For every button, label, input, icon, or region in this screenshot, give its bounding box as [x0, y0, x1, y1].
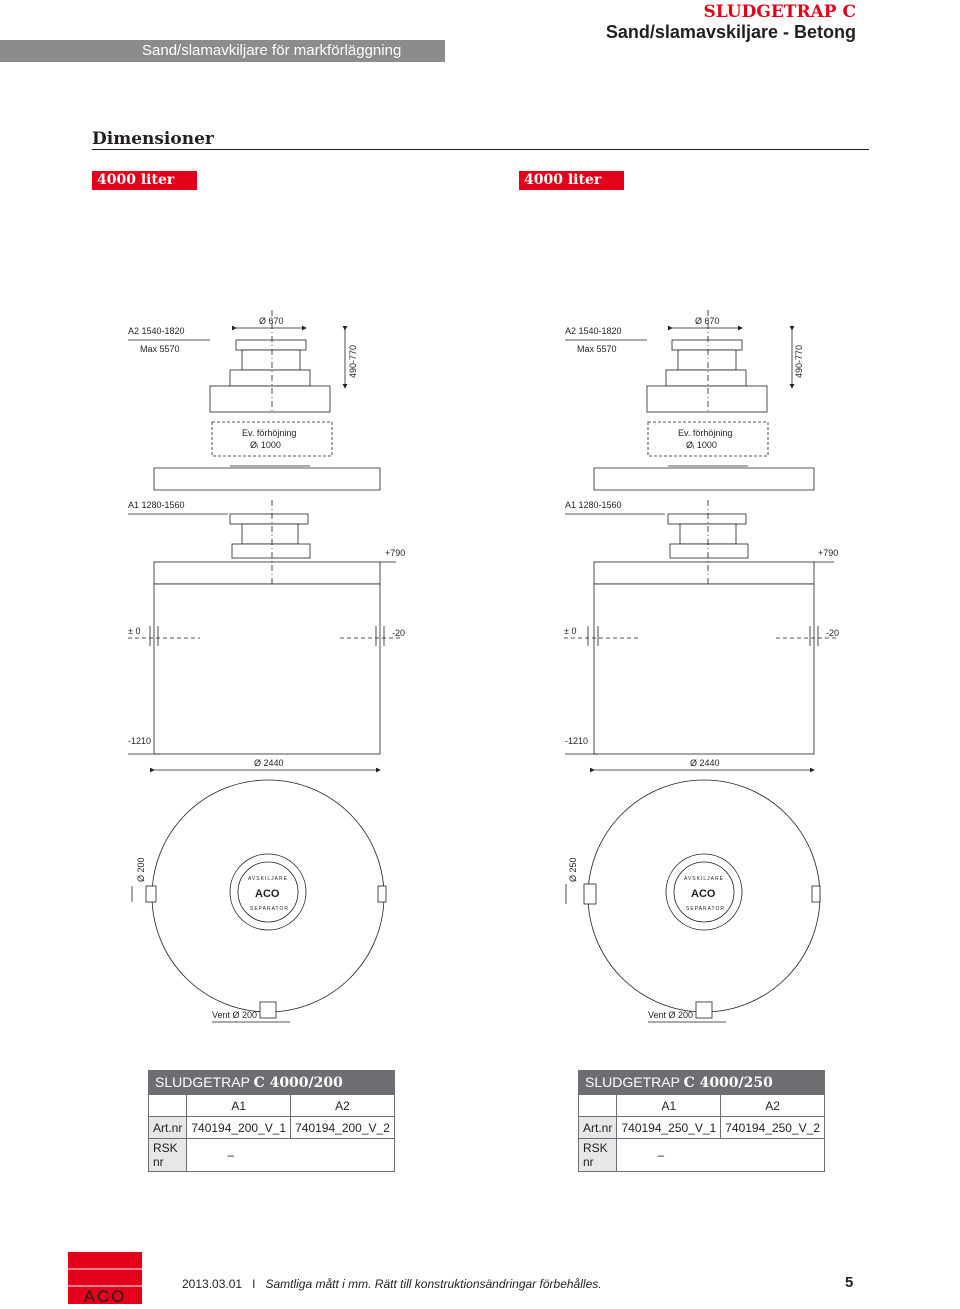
document-title: Sand/slamavskiljare - Betong: [605, 22, 856, 42]
volume-label-right: 4000 liter: [519, 171, 624, 190]
table-row: [579, 1139, 825, 1172]
lid-ring-top: AVSKILJARE: [684, 876, 724, 882]
row-label-art: Art.nr: [149, 1117, 187, 1139]
volume-label-left: 4000 liter: [92, 171, 197, 190]
spec-table-right: [578, 1070, 825, 1172]
height-label: 490-770: [794, 344, 804, 378]
col-a1: A1: [617, 1095, 721, 1117]
aco-logo: [68, 1252, 142, 1304]
tank-roof: [594, 562, 814, 584]
art-a2: 740194_250_V_2: [721, 1117, 825, 1139]
lid-ring-top: AVSKILJARE: [248, 876, 288, 882]
max-label: Max 5570: [577, 344, 617, 354]
lid-ring-bottom: SEPARATOR: [250, 906, 290, 912]
empty-cell: [149, 1095, 187, 1117]
level-bottom: -1210: [565, 736, 589, 746]
art-a1: 740194_250_V_1: [617, 1117, 721, 1139]
drawing-left: [128, 310, 405, 1022]
cover-diameter: Ø 670: [259, 316, 284, 326]
drawing-right: [564, 310, 839, 1022]
pipe-diameter: Ø 200: [136, 857, 146, 882]
table-title-prefix: SLUDGETRAP: [155, 1074, 250, 1090]
row-label-art: Art.nr: [579, 1117, 617, 1139]
tank-diameter: Ø 2440: [254, 758, 284, 768]
table-title: [149, 1071, 395, 1095]
level-zero: ± 0: [128, 626, 141, 636]
page-number: 5: [845, 1274, 854, 1291]
level-top: +790: [818, 548, 839, 558]
ext-label-1: Ev. förhöjning: [242, 428, 297, 438]
section-divider: [92, 149, 869, 150]
row-label-rsk: RSK nr: [579, 1139, 617, 1172]
a1-label: A1 1280-1560: [128, 500, 185, 510]
rsk-value: –: [617, 1139, 825, 1172]
footer-date: 2013.03.01: [182, 1277, 243, 1291]
level-bottom: -1210: [128, 736, 152, 746]
table-row: [579, 1117, 825, 1139]
level-top: +790: [385, 548, 406, 558]
a1-label: A1 1280-1560: [565, 500, 622, 510]
lid-logo: ACO: [691, 888, 716, 900]
tank-roof: [154, 562, 380, 584]
rsk-value: –: [187, 1139, 395, 1172]
footer-text: [182, 1277, 602, 1291]
top-slab: [210, 386, 330, 412]
cover-frame: [236, 340, 306, 350]
technical-drawing: [0, 300, 960, 1030]
table-row: [149, 1117, 395, 1139]
tank-body: [594, 584, 814, 754]
ext-label-1: Ev. förhöjning: [678, 428, 733, 438]
table-title-model: C 4000/250: [683, 1075, 773, 1091]
pipe-diameter: Ø 250: [568, 857, 578, 882]
spec-table-left: [148, 1070, 395, 1172]
col-a2: A2: [291, 1095, 395, 1117]
tank-body: [154, 584, 380, 754]
ext-label-2: Øᵢ 1000: [686, 440, 717, 450]
table-title-prefix: SLUDGETRAP: [585, 1074, 680, 1090]
height-label: 490-770: [348, 344, 358, 378]
level-outlet: -20: [826, 628, 840, 638]
col-a1: A1: [187, 1095, 291, 1117]
lid-ring-bottom: SEPARATOR: [686, 906, 726, 912]
vent-label: Vent Ø 200: [212, 1010, 258, 1020]
level-outlet: -20: [392, 628, 406, 638]
table-title: [579, 1071, 825, 1095]
cover-frame: [672, 340, 742, 350]
lid-logo: ACO: [255, 888, 280, 900]
art-a1: 740194_200_V_1: [187, 1117, 291, 1139]
table-title-model: C 4000/200: [253, 1075, 343, 1091]
row-label-rsk: RSK nr: [149, 1139, 187, 1172]
empty-cell: [579, 1095, 617, 1117]
a2-label: A2 1540-1820: [565, 326, 622, 336]
a2-label: A2 1540-1820: [128, 326, 185, 336]
section-title: Dimensioner: [92, 129, 214, 149]
cover-diameter: Ø 670: [695, 316, 720, 326]
brand-name: SLUDGETRAP C: [703, 2, 856, 22]
level-zero: ± 0: [564, 626, 577, 636]
col-a2: A2: [721, 1095, 825, 1117]
vent-label: Vent Ø 200: [648, 1010, 694, 1020]
header-subtitle: Sand/slamavkiljare för markförläggning: [142, 42, 402, 59]
footer-separator: I: [252, 1277, 256, 1291]
top-slab: [647, 386, 767, 412]
table-row: [149, 1139, 395, 1172]
aco-logo-text: ACO: [83, 1287, 127, 1304]
ext-label-2: Øᵢ 1000: [250, 440, 281, 450]
tank-diameter: Ø 2440: [690, 758, 720, 768]
max-label: Max 5570: [140, 344, 180, 354]
footer-note: Samtliga mått i mm. Rätt till konstruktionsändringar förbehålles.: [265, 1277, 602, 1291]
art-a2: 740194_200_V_2: [291, 1117, 395, 1139]
